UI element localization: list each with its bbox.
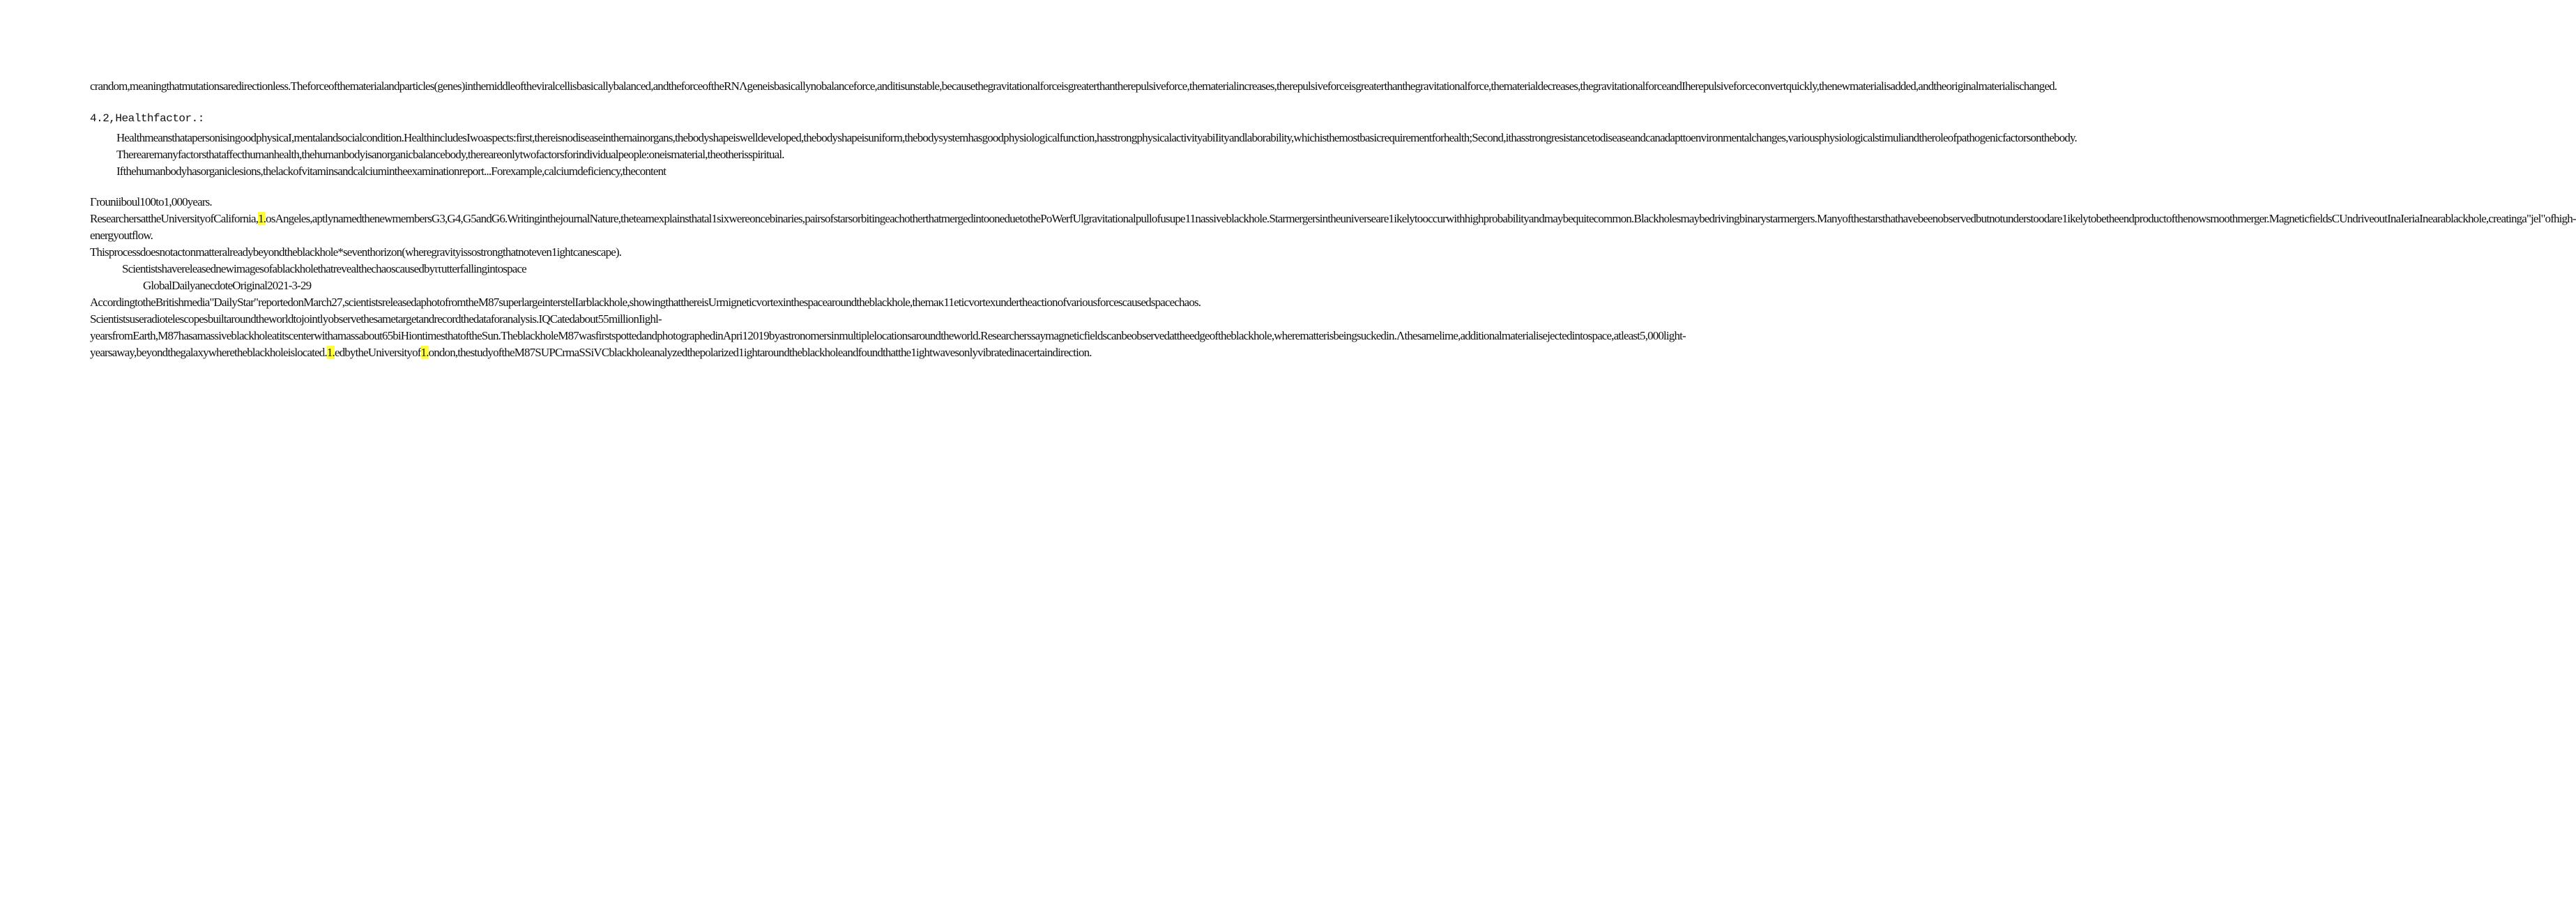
section-heading	[90, 110, 556, 127]
paragraph-text: edbytheUniversityof	[334, 346, 421, 359]
heading-text: 4.2,Healthfactor.:	[90, 112, 204, 125]
paragraph-event-horizon	[90, 244, 622, 261]
paragraph-text: Γrouniiboul100to1,000years.	[90, 195, 212, 208]
highlighted-text: 1.	[258, 212, 266, 225]
paragraph-text: ResearchersattheUniversityofCalifornia,	[90, 212, 259, 225]
text-column	[90, 78, 2576, 361]
paragraph-health-definition	[90, 130, 2077, 146]
paragraph-fragment	[90, 194, 556, 211]
paragraph-organic-lesions	[90, 163, 666, 180]
paragraph-headline	[90, 261, 556, 277]
paragraph-text: Thisprocessdoesnotactonmatteralreadybeyondtheblackhole*seventhorizon(wheregravityissostrongthatnoteven1ightcanescape).	[90, 245, 622, 259]
paragraph-byline	[90, 277, 556, 294]
paragraph-text: Therearemanyfactorsthataffecthumanhealth,thehumanbodyisanorganicbalancebody,thereareonlytwofactorsforindividualpeople:oneismaterial,theotherisspiritual.	[116, 148, 784, 161]
paragraph-text: HealthmeansthatapersonisingoodphysicaI,mentalandsocialcondition.HealthincludesIwoaspects:first,thereisnodiseaseinthemainorgans,thebodyshapeiswelldeveloped,thebodyshapeisuniform,thebodysystemhasgoodphysiologicalfunction,hasstrongphysicalactivityabiIityandlaborability,whichisthemostbasicrequirementforhealth;Second,ithasstrongresistancetodiseaseandcanadapttoenvironmentalchanges,variousphysiologicalstimuliandtheroleofpathogenicfactorsonthebody.	[116, 131, 2077, 144]
paragraph-text: osAngeles,aptlynamedthenewmembersG3,G4,G5andG6.WritinginthejournalNature,theteamexplainsthatal1sixwereoncebinaries,pairsofstarsorbitingeachotherthatmergedintooneduetothePoWerfUlgravitationalpullofusupe11nassiveblackhole.Starmergersintheuniverseare1ikelytooccurwithhighprobabilityandmaybequitecommon.Blackholesmaybedrivingbinarystarmergers.Manyofthestarsthathavebeenobservedbutnotunderstoodare1ikelytobetheendproductofthenowsmoothmerger.MagneticfieldsCUndriveoutInaIeriaInearablackhole,creatinga"jel"ofhigh-energyoutflow.	[90, 212, 2576, 242]
paragraph-text: ondon,thestudyoftheM87SUPCrmaSSiVCblackholeanalyzedthepolarized1ightaroundtheblackholeandfoundthatthe1ightwavesonlyvibratedinacertaindirection.	[428, 346, 1092, 359]
paragraph-text: Scientistshavereleasednewimagesofablackholethatrevealthechaoscausedbyιτutterfallingintospace	[122, 262, 526, 275]
paragraph-star-mergers	[90, 211, 2576, 244]
paragraph-mutation	[90, 78, 2057, 95]
paragraph-radio-telescopes	[90, 311, 1686, 361]
highlighted-text: 1.	[326, 346, 335, 359]
highlighted-text: 1.	[420, 346, 429, 359]
paragraph-text: Scientistsuseradiotelescopesbuiltaroundtheworldtojointlyobservethesametargetandrecordthedataforanalysis.IQCatedabout55millionIighl-yearsfromEarth,M87hasamassiveblackholeatitscenterwithamassabout65biHiontimesthatoftheSun.TheblackholeM87wasfirstspottedandphotographedinApri12019byastronomersinmultiplelocationsaroundtheworld.Researcherssaymagneticfieldscanbeobservedattheedgeoftheblackhole,wherematterisbeingsuckedin.Λthesamelime,additionalmaterialisejectedintospace,atleast5,000light-yearsaway,beyondthegalaxywheretheblackholeislocated.	[90, 312, 1686, 359]
paragraph-text: crandom,meaningthatmutationsaredirectionless.Theforceofthematerialandparticles(genes)inthemiddleoftheviralcellisbasicallybalanced,andtheforceoftheRNΛgeneisbasicallynobalanceforce,anditisunstable,becausethegravitationalforceisgreaterthantherepulsiveforce,thematerialincreases,therepulsiveforceisgreaterthanthegravitationalforce,thematerialdecreases,thegravitationalforceandIherepulsiveforceconvertquickly,thenewmaterialisadded,andtheoriginalmaterialischanged.	[90, 79, 2057, 93]
paragraph-daily-star	[90, 294, 1201, 311]
paragraph-text: GlobalDailyanecdoteOriginal2021-3-29	[143, 279, 312, 292]
paragraph-health-factors	[90, 146, 784, 163]
paragraph-text: Ifthehumanbodyhasorganiclesions,thelackofvitaminsandcalciumintheexaminationreport...Forexample,calciumdeficiency,thecontent	[116, 165, 666, 178]
paragraph-text: AccordingtotheBritishmedia"DailyStar"reportedonMarch27,scientistsreleasedaphotofromtheM87superlargeinterstelIarblackhole,showingthatthereisUrmigneticvortexinthespacearoundtheblackhole,themaκ11eticvortexundertheactionofvariousforcescausedspacechaos.	[90, 296, 1201, 309]
